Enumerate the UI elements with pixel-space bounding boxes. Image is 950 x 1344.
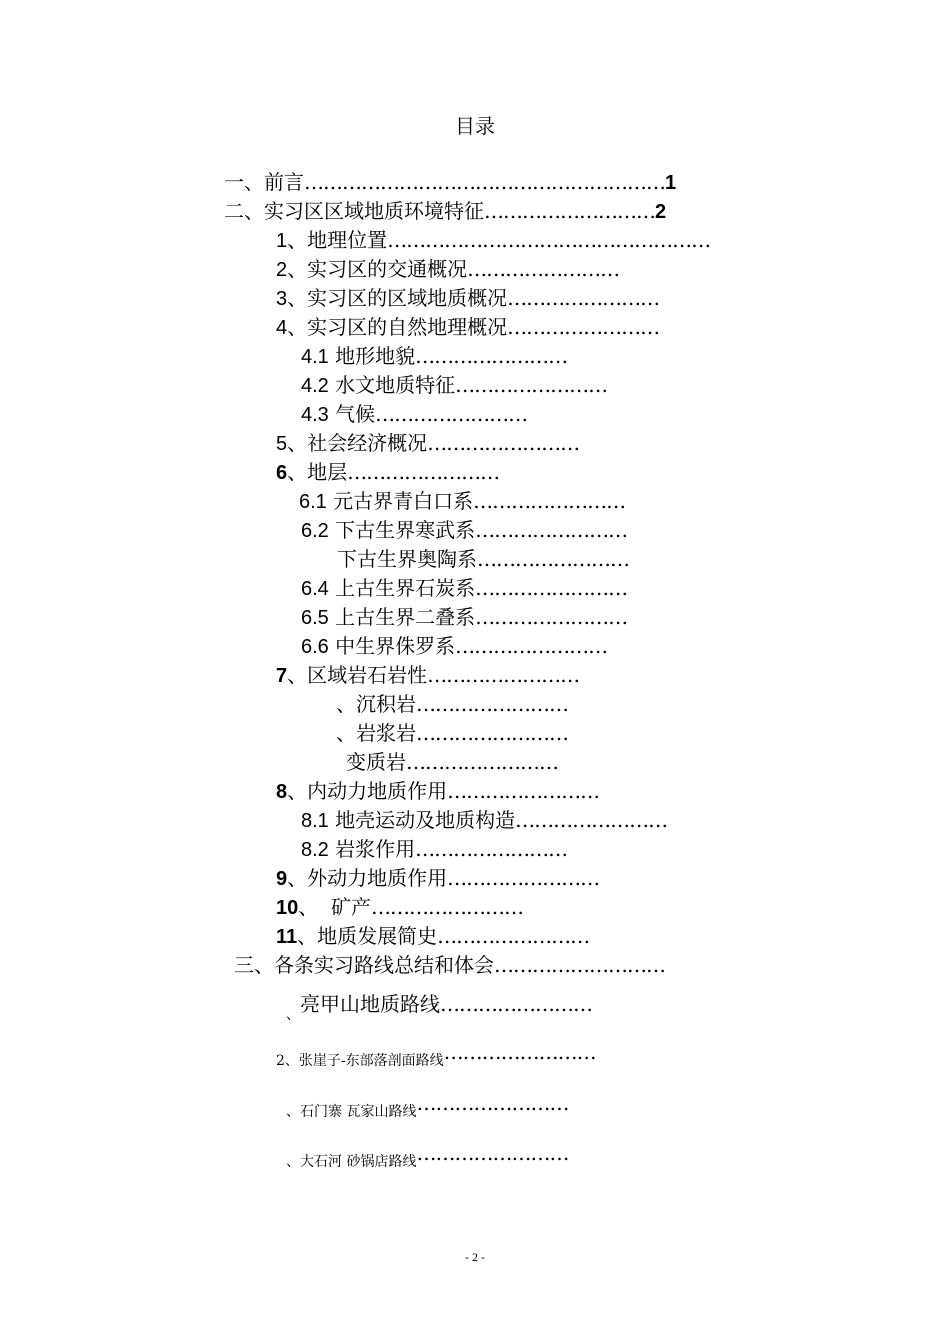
page-footer-number: - 2 -: [465, 1250, 485, 1264]
toc-leader-dots: ……………………: [375, 402, 528, 426]
toc-entry-4-2[interactable]: [301, 371, 607, 400]
toc-entry-6-4[interactable]: [301, 574, 627, 603]
toc-leader-dots: ……………………: [507, 286, 660, 310]
toc-entry-separator: 、: [287, 779, 308, 803]
toc-leader-dots: ……………………: [416, 692, 568, 716]
toc-entry-separator: 、: [286, 1154, 300, 1170]
toc-entry-text: 地理位置: [307, 228, 388, 252]
toc-entry-text: 前言: [264, 170, 304, 194]
toc-entry-text: 大石河 砂锅店路线: [300, 1154, 417, 1170]
toc-leader-dots: ……………………: [515, 808, 668, 832]
toc-entry-number: 6.2: [301, 520, 329, 542]
toc-leader-dots: ……………………: [347, 460, 500, 484]
toc-entry-text: 区域岩石岩性: [307, 663, 428, 687]
toc-entry-number: 11: [276, 926, 298, 948]
toc-entry-route-3[interactable]: [286, 1091, 569, 1123]
toc-entry-number: 6.4: [301, 578, 329, 600]
toc-leader-dots: ……………………: [455, 373, 608, 397]
toc-leader-dots: ……………………: [455, 634, 608, 658]
toc-entry-text: 实习区的区域地质概况: [307, 286, 508, 310]
toc-leader-dots: ……………………: [507, 315, 660, 339]
toc-entry-number: 8: [276, 781, 288, 803]
toc-entry-route-4[interactable]: [286, 1141, 569, 1173]
toc-entry-section-3[interactable]: [234, 951, 665, 979]
toc-entry-number: 一、: [224, 170, 264, 194]
toc-entry-number: 5: [276, 433, 288, 455]
toc-entry-number: 4.1: [301, 346, 329, 368]
toc-entry-text: 地壳运动及地质构造: [335, 808, 516, 832]
toc-entry-text: 地形地貌: [335, 344, 416, 368]
toc-entry-text: 地层: [307, 460, 348, 484]
toc-leader-dots: ……………………: [406, 750, 558, 774]
toc-entry-text: 中生界侏罗系: [335, 634, 456, 658]
toc-entry-7-3[interactable]: [346, 748, 558, 776]
toc-entry-6-3[interactable]: [337, 545, 629, 573]
toc-entry-4-3[interactable]: [301, 400, 527, 429]
toc-entry-number: 6.6: [301, 636, 329, 658]
toc-leader-dots: ……………………: [473, 489, 626, 513]
toc-entry-separator: 、: [336, 721, 356, 745]
toc-leader-dots: ……………………: [440, 992, 592, 1016]
toc-entry-number: 4.2: [301, 375, 329, 397]
toc-entry-number: 6.5: [301, 607, 329, 629]
toc-entry-separator: 、: [287, 315, 308, 339]
toc-entry-separator: 、: [287, 866, 308, 890]
toc-leader-dots: ……………………: [447, 779, 600, 803]
toc-entry-text: 实习区区域地质环境特征: [264, 199, 484, 223]
toc-leader-dots: ………………………: [494, 953, 665, 977]
toc-entry-text: 亮甲山地质路线: [300, 992, 440, 1016]
toc-entry-4-1[interactable]: [301, 342, 567, 371]
toc-leader-dots: ……………………: [467, 257, 620, 281]
toc-entry-section-2[interactable]: [224, 197, 666, 226]
toc-leader-dots: ……………………: [443, 1040, 596, 1064]
toc-leader-dots: ……………………: [475, 518, 628, 542]
toc-entry-6[interactable]: [276, 458, 499, 487]
toc-entry-text: 气候: [335, 402, 376, 426]
toc-entry-7[interactable]: [276, 661, 579, 690]
toc-leader-dots: …………………………………………………: [304, 170, 665, 194]
toc-leader-dots: ……………………: [437, 924, 590, 948]
toc-entry-8-1[interactable]: [301, 806, 667, 835]
toc-entry-separator: 、: [298, 895, 319, 919]
toc-entry-number: 4.3: [301, 404, 329, 426]
toc-entry-text: 外动力地质作用: [307, 866, 448, 890]
toc-entry-7-2[interactable]: [336, 719, 568, 747]
toc-entry-1[interactable]: [276, 226, 710, 255]
toc-entry-5[interactable]: [276, 429, 579, 458]
toc-entry-2[interactable]: [276, 255, 619, 284]
toc-entry-4[interactable]: [276, 313, 659, 342]
toc-entry-number: 10: [276, 897, 299, 919]
toc-entry-text: 石门寨 瓦家山路线: [300, 1104, 417, 1120]
toc-entry-6-2[interactable]: [301, 516, 627, 545]
toc-entry-separator: 、: [287, 228, 308, 252]
toc-entry-preface[interactable]: [224, 168, 676, 197]
toc-leader-dots: ……………………: [416, 1141, 569, 1165]
toc-entry-text: 水文地质特征: [335, 373, 456, 397]
toc-entry-number: 1: [276, 230, 288, 252]
toc-leader-dots: ……………………: [447, 866, 600, 890]
toc-title: 目录: [455, 114, 495, 138]
toc-entry-6-1[interactable]: [299, 487, 625, 516]
toc-entry-number: 8.1: [301, 810, 329, 832]
toc-entry-text: 下古生界寒武系: [335, 518, 476, 542]
toc-entry-number: 6.1: [299, 491, 327, 513]
toc-entry-number: 2: [276, 259, 288, 281]
toc-entry-text: 下古生界奥陶系: [337, 547, 477, 571]
toc-entry-number: 4: [276, 317, 288, 339]
toc-entry-number: 6: [276, 462, 288, 484]
toc-entry-text: 矿产: [330, 895, 371, 919]
toc-entry-separator: 、: [284, 1053, 299, 1069]
toc-entry-text: 社会经济概况: [307, 431, 428, 455]
toc-entry-separator: 、: [336, 692, 356, 716]
toc-leader-dots: ……………………: [427, 431, 580, 455]
toc-entry-text: 变质岩: [346, 750, 406, 774]
toc-entry-route-2[interactable]: [276, 1040, 596, 1072]
toc-entry-number: 3: [276, 288, 288, 310]
toc-entry-separator: 、: [297, 924, 318, 948]
toc-entry-9[interactable]: [276, 864, 599, 893]
toc-leader-dots: ……………………: [427, 663, 580, 687]
toc-entry-10[interactable]: [276, 893, 523, 922]
toc-entry-number: 2: [276, 1053, 285, 1069]
toc-entry-text: 岩浆岩: [356, 721, 416, 745]
toc-entry-number: 二、: [224, 199, 264, 223]
toc-entry-3[interactable]: [276, 284, 659, 313]
toc-entry-separator: 、: [287, 286, 308, 310]
toc-entry-text: 岩浆作用: [335, 837, 416, 861]
toc-entry-text: 张崖子-东部落剖面路线: [298, 1053, 444, 1069]
toc-entry-8[interactable]: [276, 777, 599, 806]
toc-entry-text: 各条实习路线总结和体会: [274, 953, 494, 977]
toc-entry-text: 元古界青白口系: [333, 489, 474, 513]
toc-leader-dots: ……………………: [416, 721, 568, 745]
toc-entry-separator: 、: [287, 663, 308, 687]
toc-entry-text: 内动力地质作用: [307, 779, 448, 803]
toc-leader-dots: ……………………: [477, 547, 629, 571]
toc-entry-separator: 、: [287, 257, 308, 281]
toc-entry-text: 上古生界石炭系: [335, 576, 476, 600]
toc-entry-route-1[interactable]: [286, 990, 592, 1021]
toc-entry-text: 实习区的自然地理概况: [307, 315, 508, 339]
toc-leader-dots: ……………………: [370, 895, 523, 919]
toc-entry-6-5[interactable]: [301, 603, 627, 632]
toc-entry-number: 7: [276, 665, 288, 687]
toc-leader-dots: ……………………: [416, 1091, 569, 1115]
toc-page-number: 2: [655, 201, 667, 223]
toc-leader-dots: ……………………: [475, 605, 628, 629]
toc-entry-separator: 、: [287, 431, 308, 455]
toc-entry-number: 8.2: [301, 839, 329, 861]
toc-entry-11[interactable]: [276, 922, 589, 951]
toc-entry-text: 沉积岩: [356, 692, 416, 716]
toc-page-number: 1: [665, 172, 677, 194]
toc-leader-dots: ……………………: [415, 837, 568, 861]
toc-leader-dots: ……………………: [415, 344, 568, 368]
toc-entry-7-1[interactable]: [336, 690, 568, 718]
toc-entry-8-2[interactable]: [301, 835, 567, 864]
toc-entry-text: 地质发展简史: [317, 924, 438, 948]
toc-leader-dots: ………………………: [484, 199, 655, 223]
toc-entry-separator: 、: [287, 460, 308, 484]
toc-entry-number: 9: [276, 868, 288, 890]
toc-leader-dots: ……………………………………………: [387, 228, 711, 252]
toc-entry-text: 实习区的交通概况: [307, 257, 468, 281]
toc-entry-separator: 、: [286, 1007, 300, 1023]
toc-entry-text: 上古生界二叠系: [335, 605, 476, 629]
toc-leader-dots: ……………………: [475, 576, 628, 600]
toc-entry-separator: 、: [286, 1104, 300, 1120]
toc-entry-number: 三、: [234, 953, 274, 977]
toc-entry-6-6[interactable]: [301, 632, 607, 661]
